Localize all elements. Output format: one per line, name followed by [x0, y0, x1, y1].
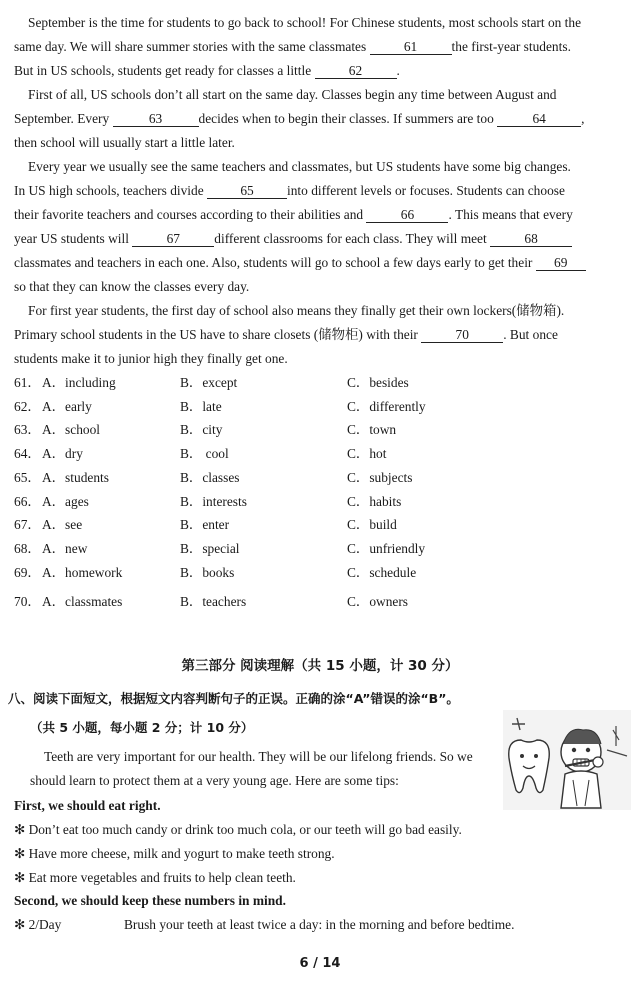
passage-line: classmates and teachers in each one. Also, students will go to school a few days early to get their 69: [14, 254, 586, 272]
question-number: 61．: [14, 375, 41, 390]
question-number: 65．: [14, 470, 41, 485]
question-number: 68．: [14, 541, 41, 556]
blank-67[interactable]: 67: [132, 231, 214, 247]
option-c[interactable]: C．habits: [347, 494, 402, 509]
passage-line: Primary school students in the US have to share closets (储物柜) with their 70 . But once: [14, 327, 558, 342]
option-b[interactable]: B．books: [180, 565, 235, 580]
option-a[interactable]: A．see: [42, 517, 83, 532]
page-number: 6 / 14: [299, 956, 341, 971]
option-c[interactable]: C．build: [347, 517, 397, 532]
option-b[interactable]: B．classes: [180, 470, 240, 485]
option-b[interactable]: B．teachers: [180, 594, 247, 609]
option-a[interactable]: A．ages: [42, 494, 89, 509]
blank-63[interactable]: 63: [113, 111, 199, 127]
reading-line: should learn to protect them at a very young age. Here are some tips:: [30, 773, 399, 788]
option-c[interactable]: C．hot: [347, 446, 387, 461]
question-number: 66．: [14, 494, 41, 509]
reading-line: Teeth are very important for our health. They will be our lifelong friends. So we: [44, 749, 473, 764]
option-b[interactable]: B．late: [180, 399, 222, 414]
option-c[interactable]: C．town: [347, 422, 397, 437]
passage-line: For first year students, the first day of school also means they finally get their own lockers(储物箱).: [28, 303, 565, 318]
option-c[interactable]: C．besides: [347, 375, 409, 390]
blank-66[interactable]: 66: [366, 207, 448, 223]
section-instruction: 八、阅读下面短文，根据短文内容判断句子的正误。正确的涂“A”错误的涂“B”。: [8, 691, 459, 706]
question-number: 69．: [14, 565, 41, 580]
passage-line: their favorite teachers and courses according to their abilities and 66 . This means that every: [14, 207, 573, 222]
passage-line: September. Every 63 decides when to begin their classes. If summers are too 64 ,: [14, 111, 585, 126]
option-a[interactable]: A．classmates: [42, 594, 123, 609]
option-c[interactable]: C．differently: [347, 399, 426, 414]
option-b[interactable]: B． cool: [180, 446, 229, 461]
option-c[interactable]: C．owners: [347, 594, 408, 609]
blank-62[interactable]: 62: [315, 63, 397, 79]
option-c[interactable]: C．subjects: [347, 470, 413, 485]
blank-65[interactable]: 65: [207, 183, 287, 199]
passage-line: Every year we usually see the same teachers and classmates, but US students have some big changes.: [28, 159, 571, 174]
passage-line: First of all, US schools don’t all start on the same day. Classes begin any time between August and: [28, 87, 557, 102]
option-a[interactable]: A．students: [42, 470, 109, 485]
question-number: 63．: [14, 422, 41, 437]
blank-70[interactable]: 70: [421, 327, 503, 343]
reading-number-text: Brush your teeth at least twice a day: in the morning and before bedtime.: [124, 917, 515, 932]
question-number: 62．: [14, 399, 41, 414]
section-title: 第三部分 阅读理解（共 15 小题，计 30 分）: [181, 658, 459, 674]
option-b[interactable]: B．city: [180, 422, 223, 437]
question-number: 64．: [14, 446, 41, 461]
reading-heading: First, we should eat right.: [14, 798, 161, 813]
option-c[interactable]: C．unfriendly: [347, 541, 426, 556]
reading-heading: Second, we should keep these numbers in mind.: [14, 893, 286, 908]
question-number: 67．: [14, 517, 41, 532]
option-a[interactable]: A．new: [42, 541, 88, 556]
passage-line: September is the time for students to go back to school! For Chinese students, most schools start on the: [28, 15, 582, 30]
option-b[interactable]: B．special: [180, 541, 240, 556]
blank-61[interactable]: 61: [370, 39, 452, 55]
option-a[interactable]: A．school: [42, 422, 101, 437]
reading-number-label: ✻ 2/Day: [14, 917, 62, 932]
option-a[interactable]: A．early: [42, 399, 92, 414]
passage-line: students make it to junior high they finally get one.: [14, 351, 288, 366]
option-a[interactable]: A．dry: [42, 446, 83, 461]
passage-line: year US students will 67 different classrooms for each class. They will meet 68: [14, 230, 572, 248]
passage-line: In US high schools, teachers divide 65 into different levels or focuses. Students can choose: [14, 183, 565, 198]
blank-64[interactable]: 64: [497, 111, 581, 127]
blank-69[interactable]: 69: [536, 255, 586, 271]
option-b[interactable]: B．interests: [180, 494, 247, 509]
blank-68[interactable]: 68: [490, 231, 572, 247]
option-b[interactable]: B．enter: [180, 517, 230, 532]
option-b[interactable]: B．except: [180, 375, 238, 390]
reading-tip: ✻ Eat more vegetables and fruits to help clean teeth.: [14, 870, 296, 885]
option-a[interactable]: A．homework: [42, 565, 123, 580]
passage-line: then school will usually start a little later.: [14, 135, 235, 150]
passage-line: so that they can know the classes every day.: [14, 279, 250, 294]
score-note: （共 5 小题，每小题 2 分；计 10 分）: [30, 720, 254, 735]
question-number: 70．: [14, 594, 41, 609]
reading-tip: ✻ Have more cheese, milk and yogurt to make teeth strong.: [14, 846, 335, 861]
tooth-brushing-illustration: [503, 710, 631, 810]
passage-line: same day. We will share summer stories with the same classmates 61 the first-year students.: [14, 39, 571, 54]
reading-tip: ✻ Don’t eat too much candy or drink too much cola, or our teeth will go bad easily.: [14, 822, 462, 837]
option-a[interactable]: A．including: [42, 375, 116, 390]
passage-line: But in US schools, students get ready for classes a little 62 .: [14, 63, 400, 78]
option-c[interactable]: C．schedule: [347, 565, 417, 580]
